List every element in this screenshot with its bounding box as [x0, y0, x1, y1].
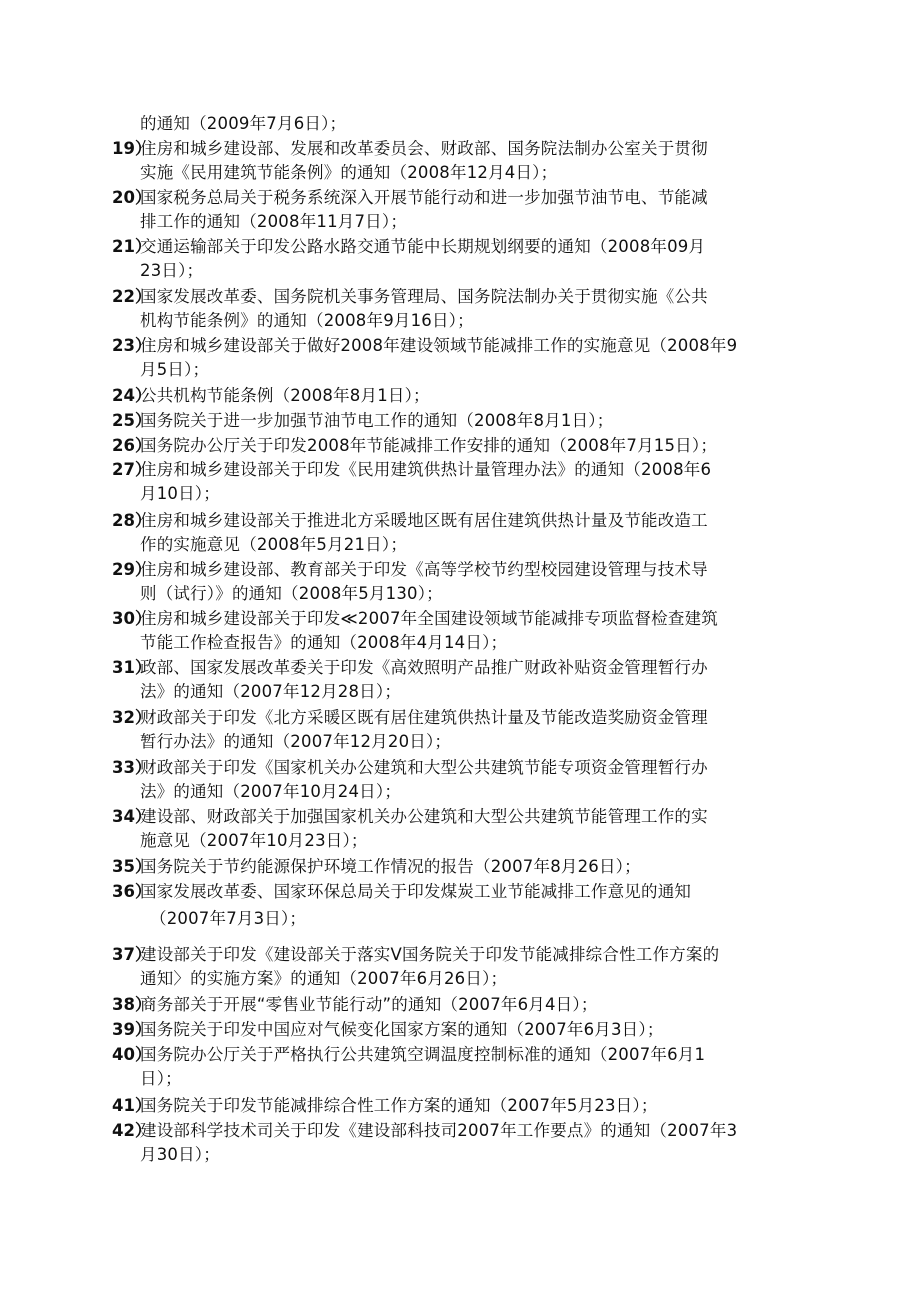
list-item-number: 39） — [112, 1020, 152, 1039]
list-item-continuation: 月10日）； — [140, 484, 220, 503]
list-item-text: 建设部科学技术司关于印发《建设部科技司2007年工作要点》的通知（2007年3 — [140, 1121, 738, 1140]
list-item-number: 31） — [112, 658, 152, 677]
list-item-text: 住房和城乡建设部关于推进北方采暖地区既有居住建筑供热计量及节能改造工 — [140, 511, 708, 530]
list-item-text: 建设部、财政部关于加强国家机关办公建筑和大型公共建筑节能管理工作的实 — [140, 807, 708, 826]
list-item-number: 24） — [112, 386, 152, 405]
list-item-continuation: 月5日）； — [140, 360, 210, 379]
list-item-number: 25） — [112, 411, 152, 430]
list-item-continuation: 则（试行）》的通知（2008年5月130）； — [140, 584, 443, 603]
list-item-text: 住房和城乡建设部关于印发《民用建筑供热计量管理办法》的通知（2008年6 — [140, 460, 712, 479]
list-item-number: 30） — [112, 609, 152, 628]
list-item-text: 国家发展改革委、国家环保总局关于印发煤炭工业节能减排工作意见的通知 — [140, 882, 692, 901]
list-item-text: 国务院关于印发中国应对气候变化国家方案的通知（2007年6月3日）； — [140, 1020, 664, 1039]
list-item-number: 22） — [112, 287, 152, 306]
list-item-number: 27） — [112, 460, 152, 479]
list-item-continuation: 机构节能条例》的通知（2008年9月16日）； — [140, 311, 474, 330]
list-item-number: 41） — [112, 1096, 152, 1115]
list-item-number: 35） — [112, 857, 152, 876]
list-item-number: 37） — [112, 945, 152, 964]
list-item-text: 公共机构节能条例（2008年8月1日）； — [140, 386, 430, 405]
list-item-text: 国家发展改革委、国务院机关事务管理局、国务院法制办关于贯彻实施《公共 — [140, 287, 708, 306]
list-item-text: 住房和城乡建设部、发展和改革委员会、财政部、国务院法制办公室关于贯彻 — [140, 139, 708, 158]
list-item-continuation: 的通知（2009年7月6日）； — [140, 114, 347, 133]
list-item-continuation: 日）； — [140, 1069, 182, 1088]
list-item-text: 国务院关于印发节能减排综合性工作方案的通知（2007年5月23日）； — [140, 1096, 658, 1115]
list-item-number: 33） — [112, 758, 152, 777]
list-item-number: 28） — [112, 511, 152, 530]
list-item-text: 国家税务总局关于税务系统深入开展节能行动和进一步加强节油节电、节能减 — [140, 188, 708, 207]
list-item-continuation: 通知〉的实施方案》的通知（2007年6月26日）； — [140, 969, 508, 988]
list-item-text: 国务院关于节约能源保护环境工作情况的报告（2007年8月26日）； — [140, 857, 641, 876]
list-item-continuation: 23日）； — [140, 261, 204, 280]
list-item-text: 国务院办公厅关于严格执行公共建筑空调温度控制标准的通知（2007年6月1 — [140, 1045, 706, 1064]
list-item-number: 29） — [112, 560, 152, 579]
list-item-continuation: 作的实施意见（2008年5月21日）； — [140, 535, 408, 554]
list-item-text: 住房和城乡建设部关于做好2008年建设领域节能减排工作的实施意见（2008年9 — [140, 336, 738, 355]
list-item-text: 建设部关于印发《建设部关于落实V国务院关于印发节能减排综合性工作方案的 — [140, 945, 720, 964]
list-item-text: 财政部关于印发《北方采暖区既有居住建筑供热计量及节能改造奖励资金管理 — [140, 708, 708, 727]
list-item-continuation: 法》的通知（2007年10月24日）； — [140, 782, 402, 801]
list-item-number: 19） — [112, 139, 152, 158]
list-item-continuation: 排工作的通知（2008年11月7日）； — [140, 212, 408, 231]
list-item-number: 34） — [112, 807, 152, 826]
list-item-number: 36） — [112, 882, 152, 901]
list-item-continuation: 暂行办法》的通知（2007年12月20日）； — [140, 732, 452, 751]
list-item-number: 42） — [112, 1121, 152, 1140]
list-item-text: 住房和城乡建设部、教育部关于印发《高等学校节约型校园建设管理与技术导 — [140, 560, 708, 579]
list-item-text: 商务部关于开展“零售业节能行动”的通知（2007年6月4日）； — [140, 995, 598, 1014]
list-item-continuation: 月30日）； — [140, 1145, 220, 1164]
list-item-number: 40） — [112, 1045, 152, 1064]
list-item-continuation: 法》的通知（2007年12月28日）； — [140, 682, 402, 701]
list-item-text: 交通运输部关于印发公路水路交通节能中长期规划纲要的通知（2008年09月 — [140, 237, 706, 256]
list-item-continuation: 施意见（2007年10月23日）； — [140, 831, 368, 850]
list-item-continuation: 实施《民用建筑节能条例》的通知（2008年12月4日）； — [140, 163, 558, 182]
list-item-continuation: 节能工作检查报告》的通知（2008年4月14日）； — [140, 633, 508, 652]
list-item-text: 住房和城乡建设部关于印发≪2007年全国建设领域节能减排专项监督检查建筑 — [140, 609, 718, 628]
list-item-text: 国务院办公厅关于印发2008年节能减排工作安排的通知（2008年7月15日）； — [140, 436, 718, 455]
list-item-number: 23） — [112, 336, 152, 355]
list-item-text: 国务院关于进一步加强节油节电工作的通知（2008年8月1日）； — [140, 411, 614, 430]
list-item-text: 政部、国家发展改革委关于印发《高效照明产品推广财政补贴资金管理暂行办 — [140, 658, 708, 677]
list-item-number: 21） — [112, 237, 152, 256]
list-item-number: 26） — [112, 436, 152, 455]
list-item-number: 38） — [112, 995, 152, 1014]
list-item-number: 20） — [112, 188, 152, 207]
list-item-text: 财政部关于印发《国家机关办公建筑和大型公共建筑节能专项资金管理暂行办 — [140, 758, 708, 777]
list-item-continuation: （2007年7月3日）； — [150, 909, 307, 928]
list-item-number: 32） — [112, 708, 152, 727]
